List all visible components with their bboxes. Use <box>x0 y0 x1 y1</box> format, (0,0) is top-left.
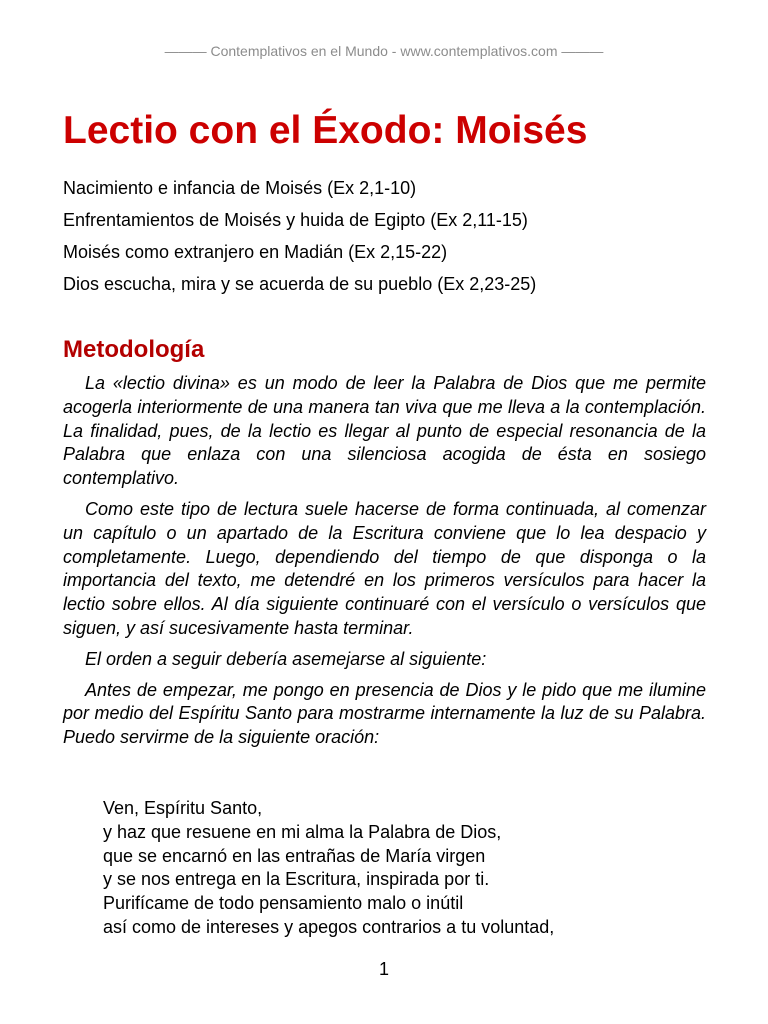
prayer-line: y se nos entrega en la Escritura, inspirada por ti. <box>103 869 490 890</box>
body-paragraph: La «lectio divina» es un modo de leer la Palabra de Dios que me permite acogerla interiormente de una manera tan viva que me lleva a la contemplación. La finalidad, pues, de la lectio es llegar al punto de especial resonancia de la Palabra que enlaza con una silenciosa acogida de ésta en sosiego contemplativo. <box>63 373 706 489</box>
body-paragraph: Como este tipo de lectura suele hacerse de forma continuada, al comenzar un capítulo o un apartado de la Escritura conviene que lo lea despacio y completamente. Luego, dependiendo del tiempo de que disponga o la importancia del texto, me detendré en los primeros versículos para hacer la lectio sobre ellos. Al día siguiente continuaré con el versículo o versículos que siguen, y así sucesivamente hasta terminar. <box>63 498 706 638</box>
prayer-line: Purifícame de todo pensamiento malo o inútil <box>103 893 464 914</box>
section-heading: Metodología <box>63 336 205 363</box>
document-title: Lectio con el Éxodo: Moisés <box>63 109 588 152</box>
page-number: 1 <box>378 959 389 979</box>
subtitle-item: Dios escucha, mira y se acuerda de su pueblo (Ex 2,23-25) <box>63 274 537 294</box>
prayer-line: así como de intereses y apegos contrarios a tu voluntad, <box>103 916 555 937</box>
prayer-line: y haz que resuene en mi alma la Palabra de Dios, <box>103 821 502 842</box>
prayer-block <box>103 797 554 940</box>
subtitle-list <box>63 172 536 300</box>
body-paragraph: Antes de empezar, me pongo en presencia de Dios y le pido que me ilumine por medio del Espíritu Santo para mostrarme internamente la luz de su Palabra. Puedo servirme de la siguiente oración: <box>63 679 706 748</box>
page-header: ——— Contemplativos en el Mundo - www.contemplativos.com ——— <box>164 43 604 59</box>
subtitle-item: Nacimiento e infancia de Moisés (Ex 2,1-10) <box>63 178 417 198</box>
body-text <box>63 372 706 757</box>
prayer-line: Ven, Espíritu Santo, <box>103 798 263 818</box>
body-paragraph: El orden a seguir debería asemejarse al siguiente: <box>85 648 487 669</box>
subtitle-item: Moisés como extranjero en Madián (Ex 2,15-22) <box>63 242 448 262</box>
subtitle-item: Enfrentamientos de Moisés y huida de Egipto (Ex 2,11-15) <box>63 210 528 230</box>
prayer-line: que se encarnó en las entrañas de María virgen <box>103 845 486 866</box>
